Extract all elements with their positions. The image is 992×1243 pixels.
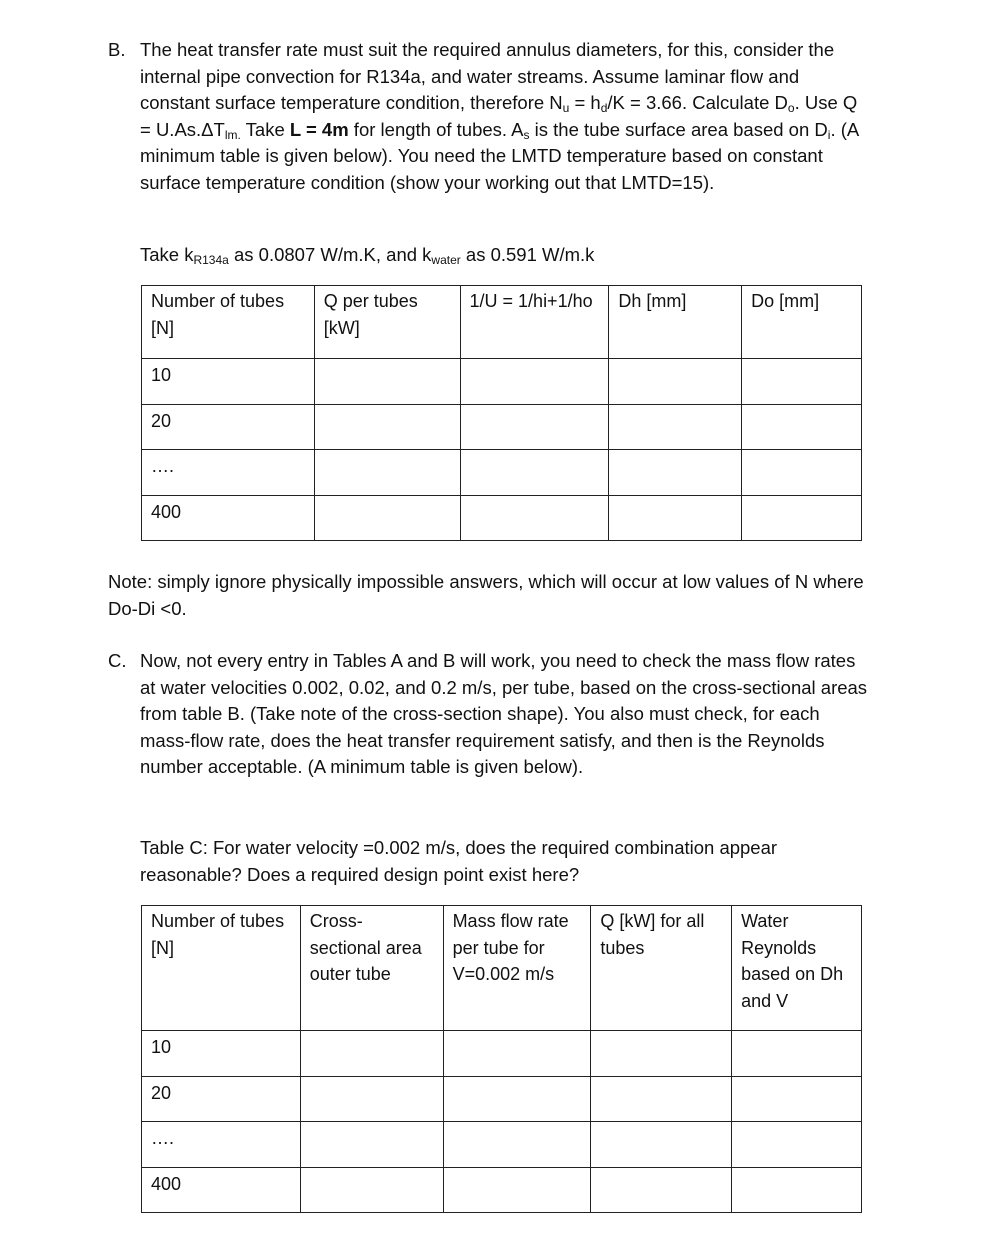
table-cell bbox=[742, 496, 862, 541]
table-cell bbox=[443, 1168, 591, 1213]
table-cell bbox=[300, 1077, 443, 1122]
table-c-header-cell: Cross-sectional area outer tube bbox=[300, 906, 443, 1031]
table-b-header-row bbox=[142, 286, 862, 359]
table-cell bbox=[300, 1122, 443, 1168]
table-b-header-cell: Number of tubes [N] bbox=[142, 286, 315, 359]
table-cell bbox=[443, 1077, 591, 1122]
table-cell bbox=[460, 359, 609, 405]
table-cell bbox=[609, 450, 742, 496]
table-cell bbox=[732, 1122, 862, 1168]
table-row bbox=[142, 1031, 862, 1077]
table-c-n-cell: 400 bbox=[142, 1168, 301, 1213]
table-cell bbox=[460, 496, 609, 541]
table-cell bbox=[314, 496, 460, 541]
table-b-header-cell: Dh [mm] bbox=[609, 286, 742, 359]
table-row bbox=[142, 405, 862, 450]
table-c-n-cell: 10 bbox=[142, 1031, 301, 1077]
table-row bbox=[142, 1122, 862, 1168]
table-cell bbox=[443, 1122, 591, 1168]
table-b-n-cell: …. bbox=[142, 450, 315, 496]
table-cell bbox=[742, 405, 862, 450]
table-c bbox=[141, 905, 862, 1213]
table-c-header-cell: Water Reynolds based on Dh and V bbox=[732, 906, 862, 1031]
table-b-n-cell: 20 bbox=[142, 405, 315, 450]
table-row bbox=[142, 496, 862, 541]
table-cell bbox=[591, 1122, 732, 1168]
table-b-header-cell: Q per tubes [kW] bbox=[314, 286, 460, 359]
table-cell bbox=[732, 1031, 862, 1077]
table-cell bbox=[443, 1031, 591, 1077]
table-b-n-cell: 400 bbox=[142, 496, 315, 541]
table-c-header-cell: Mass flow rate per tube for V=0.002 m/s bbox=[443, 906, 591, 1031]
table-c-header-row bbox=[142, 906, 862, 1031]
table-row bbox=[142, 1168, 862, 1213]
table-cell bbox=[314, 405, 460, 450]
section-b-marker: B. bbox=[108, 39, 126, 60]
conductivity-line: Take $k_{R134a}$ as 0.0807 W/m.K, and $k_{water}$ as 0.591 W/m.k bbox=[140, 244, 595, 267]
table-cell bbox=[591, 1168, 732, 1213]
table-row bbox=[142, 359, 862, 405]
section-c bbox=[108, 648, 868, 781]
table-c-caption: Table C: For water velocity =0.002 m/s, does the required combination appear reasonable? Does a required design point exist here? bbox=[140, 837, 778, 885]
table-c-n-cell: 20 bbox=[142, 1077, 301, 1122]
table-b-n-cell: 10 bbox=[142, 359, 315, 405]
table-cell bbox=[609, 359, 742, 405]
table-cell bbox=[732, 1077, 862, 1122]
table-cell bbox=[609, 405, 742, 450]
table-cell bbox=[314, 359, 460, 405]
section-c-marker: C. bbox=[108, 650, 127, 671]
table-cell bbox=[460, 405, 609, 450]
table-b-header-cell: 1/U = 1/hi+1/ho bbox=[460, 286, 609, 359]
table-cell bbox=[300, 1168, 443, 1213]
table-cell bbox=[300, 1031, 443, 1077]
table-c-header-cell: Q [kW] for all tubes bbox=[591, 906, 732, 1031]
table-c-n-cell: …. bbox=[142, 1122, 301, 1168]
section-b bbox=[108, 37, 868, 196]
table-b bbox=[141, 285, 862, 541]
section-c-paragraph: Now, not every entry in Tables A and B will work, you need to check the mass flow rates at water velocities 0.002, 0.02, and 0.2 m/s, per tube, based on the cross-sectional areas from table B. (Take note of the cross-section shape). You also must check, for each mass-flow rate, does the heat transfer requirement satisfy, and then is the Reynolds number acceptable. (A minimum table is given below). bbox=[140, 650, 868, 777]
table-row bbox=[142, 450, 862, 496]
note-text: Note: simply ignore physically impossible answers, which will occur at low values of N where Do-Di <0. bbox=[108, 571, 864, 619]
table-row bbox=[142, 1077, 862, 1122]
table-c-header-cell: Number of tubes [N] bbox=[142, 906, 301, 1031]
table-cell bbox=[742, 359, 862, 405]
table-cell bbox=[732, 1168, 862, 1213]
table-cell bbox=[591, 1031, 732, 1077]
table-cell bbox=[460, 450, 609, 496]
table-cell bbox=[591, 1077, 732, 1122]
table-cell bbox=[609, 496, 742, 541]
table-cell bbox=[314, 450, 460, 496]
table-cell bbox=[742, 450, 862, 496]
table-b-header-cell: Do [mm] bbox=[742, 286, 862, 359]
section-b-paragraph: The heat transfer rate must suit the required annulus diameters, for this, consider the internal pipe convection for R134a, and water streams. Assume laminar flow and constant surface temperature condition, therefore $N_u = h_d/K = 3.66$. Calculate $D_o$. Use $Q = U.As.\Delta T_{lm.}$ Take L = 4m for length of tubes. $A_s$ is the tube surface area based on $D_i$. (A minimum table is given below). You need the LMTD temperature based on constant surface temperature condition (show your working out that LMTD=15). bbox=[140, 39, 859, 193]
